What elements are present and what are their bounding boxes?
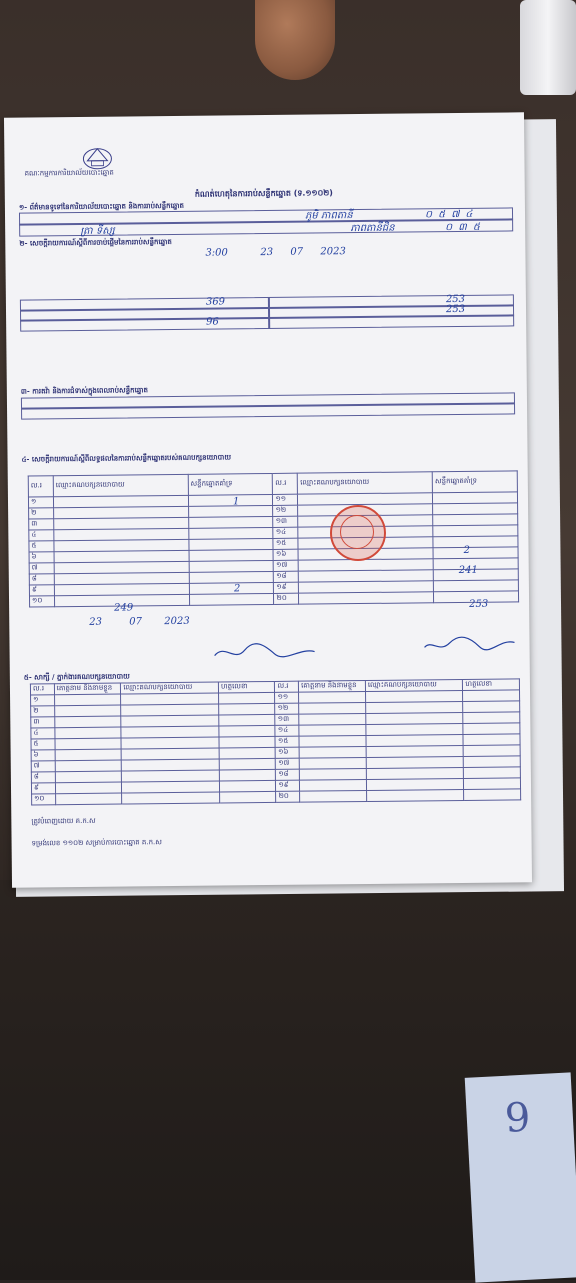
commune-digit-2: ៣ [458, 221, 473, 233]
sign-year: 2023 [164, 615, 190, 628]
finger [255, 0, 335, 80]
committee-header: គណៈកម្មការការិយាល័យបោះឆ្នោត [24, 168, 114, 178]
table-row: ៨ ១៨ [29, 569, 518, 585]
header-party-left: ឈ្មោះគណបក្សនយោបាយ [53, 474, 188, 496]
station-digit-4: ៤ [465, 208, 479, 220]
date-year: 2023 [320, 246, 346, 258]
table-row: ៣ ១៣ [31, 712, 520, 728]
table-row: ២ ១២ [31, 701, 520, 717]
station-digit-1: ០ [424, 209, 439, 221]
form-sheet: គណៈកម្មការការិយាល័យបោះឆ្នោត កំណត់ហេតុនៃការរាប់សន្លឹកឆ្នោត (ទ.១១០២) ១- ព័ត៌មានទូទៅនៃការិយាល័យបោះឆ្នោត និងការរាប់សន្លឹកឆ្នោត ភូមិ ភាពតានី ត្រា ទីស្ស ភាពតានីជិន ០៥៧៤ ០៣៥ ២- សេចក្តីរាយការណ៍ស្តីពីការចាប់ផ្តើមនៃការរាប់សន្លឹកឆ្នោត 3:00 23 07 2023 369 253 253 96 ៣- ការតវ៉ា និងការជំទាស់ក្នុងពេលរាប់សន្លឹកឆ្នោត ៤- សេចក្តីរាយការណ៍ស្តីពីលទ្ធផលនៃការរាប់សន្លឹកឆ្នោតរបស់គណបក្សនយោបាយ ល.រ ឈ្មោះគណបក្សនយោបាយ សន្លឹកឆ្នោតគាំទ្រ ល.រ ឈ្មោះគណបក្សនយោបាយ សន្លឹកឆ្នោតគាំទ្រ ១ ១១ ២ ១២ ៣ ១៣ ៤ ១៤ ៥ ១៥ ៦ ១៦ ៧ ១៧ ៨ ១៨ ៩ ១៩ ១០ ២០ 1 2 241 2 249 253 23 07 2023 ៥- សាក្សី / ភ្នាក់ងារគណបក្សនយោបាយ ល.រ គោត្តនាម និងនាមខ្លួន ឈ្មោះគណបក្សនយោបាយ ហត្ថលេខា ល.រ គោត្តនាម និងនាមខ្លួន ឈ្មោះគណបក្សនយោបាយ ហត្ថលេខា ១ ១១ ២ ១២ ៣ ១៣ ៤ ១៤ ៥ ១៥ ៦ ១៦ ៧ ១៧ ៨ ១៨ ៩ ១៩ ១០ ២០ ត្រូវបំពេញដោយ គ.ក.ស ទម្រង់លេខ ១១០២ សម្រាប់ការបោះឆ្នោត គ.ក.ស [4, 112, 532, 887]
table-row: ៥ ១៥ [29, 536, 518, 552]
table-row: ៧ ១៧ [31, 756, 520, 772]
commune-digit-1: ០ [445, 221, 459, 234]
witness-table: ល.រ គោត្តនាម និងនាមខ្លួន ឈ្មោះគណបក្សនយោបាយ ហត្ថលេខា ល.រ គោត្តនាម និងនាមខ្លួន ឈ្មោះគណបក្សនយោបាយ ហត្ថលេខា ១ ១១ ២ ១២ ៣ ១៣ ៤ ១៤ ៥ ១៥ ៦ ១៦ ៧ ១៧ ៨ ១៨ ៩ ១៩ ១០ ២០ [30, 678, 521, 805]
table-row: ៦ ១៦ [31, 745, 520, 761]
table-row: ៧ ១៧ [29, 558, 518, 574]
spoiled-ballots: 96 [206, 316, 219, 328]
header-votes-right: សន្លឹកឆ្នោតគាំទ្រ [432, 471, 517, 493]
header-party-right: ឈ្មោះគណបក្សនយោបាយ [298, 472, 433, 494]
official-stamp [330, 505, 386, 561]
table-row: ៦ ១៦ [29, 547, 518, 563]
pen [520, 0, 576, 95]
table-row: ៥ ១៥ [31, 734, 520, 750]
header-votes-left: សន្លឹកឆ្នោតគាំទ្រ [188, 473, 273, 495]
table-row: ៤ ១៤ [31, 723, 520, 739]
form-code: ទម្រង់លេខ ១១០២ សម្រាប់ការបោះឆ្នោត គ.ក.ស [31, 838, 162, 848]
ballots-counted: 253 [445, 303, 466, 316]
table-row: ៨ ១៨ [31, 767, 520, 783]
header-no-left: ល.រ [28, 476, 53, 497]
table-row: ១០ ២០ [29, 591, 518, 607]
table-row: ៤ ១៤ [29, 525, 518, 541]
footer-note: ត្រូវបំពេញដោយ គ.ក.ស [31, 816, 96, 826]
table-row: ១០ ២០ [32, 789, 521, 805]
votes-row-1: 1 [232, 496, 240, 508]
form-title: កំណត់ហេតុនៃការរាប់សន្លឹកឆ្នោត (ទ.១១០២) [194, 188, 333, 199]
table-row: ២ ១២ [29, 503, 518, 519]
station-digit-2: ៥ [438, 209, 452, 221]
votes-row-9: 2 [233, 583, 241, 595]
header-no-right: ល.រ [273, 473, 298, 494]
total-votes: 249 [114, 602, 134, 614]
signature-secretary [419, 632, 519, 658]
date-day: 23 [260, 246, 274, 259]
ballots-used: 253 [445, 293, 466, 306]
section-4-title: ៤- សេចក្តីរាយការណ៍ស្តីពីលទ្ធផលនៃការរាប់សន្លឹកឆ្នោតរបស់គណបក្សនយោបាយ [21, 453, 232, 464]
votes-row-18: 241 [458, 564, 478, 577]
section-3-title: ៣- ការតវ៉ា និងការជំទាស់ក្នុងពេលរាប់សន្លឹកឆ្នោត [20, 386, 148, 396]
table-row: ៩ ១៩ [29, 580, 518, 596]
ballots-received: 369 [205, 296, 226, 308]
number-card [465, 1072, 576, 1282]
table-row: ៩ ១៩ [31, 778, 520, 794]
votes-row-15: 2 [463, 544, 470, 556]
table-row: ១ ១១ [31, 690, 520, 706]
sign-day: 23 [89, 616, 103, 628]
section-2-title: ២- សេចក្តីរាយការណ៍ស្តីពីការចាប់ផ្តើមនៃការរាប់សន្លឹកឆ្នោត [19, 237, 172, 248]
party-results-table [28, 470, 519, 607]
section-1-title: ១- ព័ត៌មានទូទៅនៃការិយាល័យបោះឆ្នោត និងការរាប់សន្លឹកឆ្នោត [18, 201, 184, 212]
signature-chair [209, 639, 319, 665]
table-row: ១ ១១ [28, 492, 517, 508]
emblem-icon [79, 145, 115, 171]
sign-month: 07 [129, 616, 143, 628]
table-row: ៣ ១៣ [29, 514, 518, 530]
total-valid: 253 [469, 598, 489, 610]
date-month: 07 [290, 246, 304, 258]
station-digit-3: ៧ [451, 208, 466, 221]
card-number: 9 [503, 1094, 532, 1142]
section-5-title: ៥- សាក្សី / ភ្នាក់ងារគណបក្សនយោបាយ [23, 672, 130, 682]
time-start: 3:00 [205, 247, 228, 259]
commune-digit-3: ៥ [472, 221, 486, 233]
